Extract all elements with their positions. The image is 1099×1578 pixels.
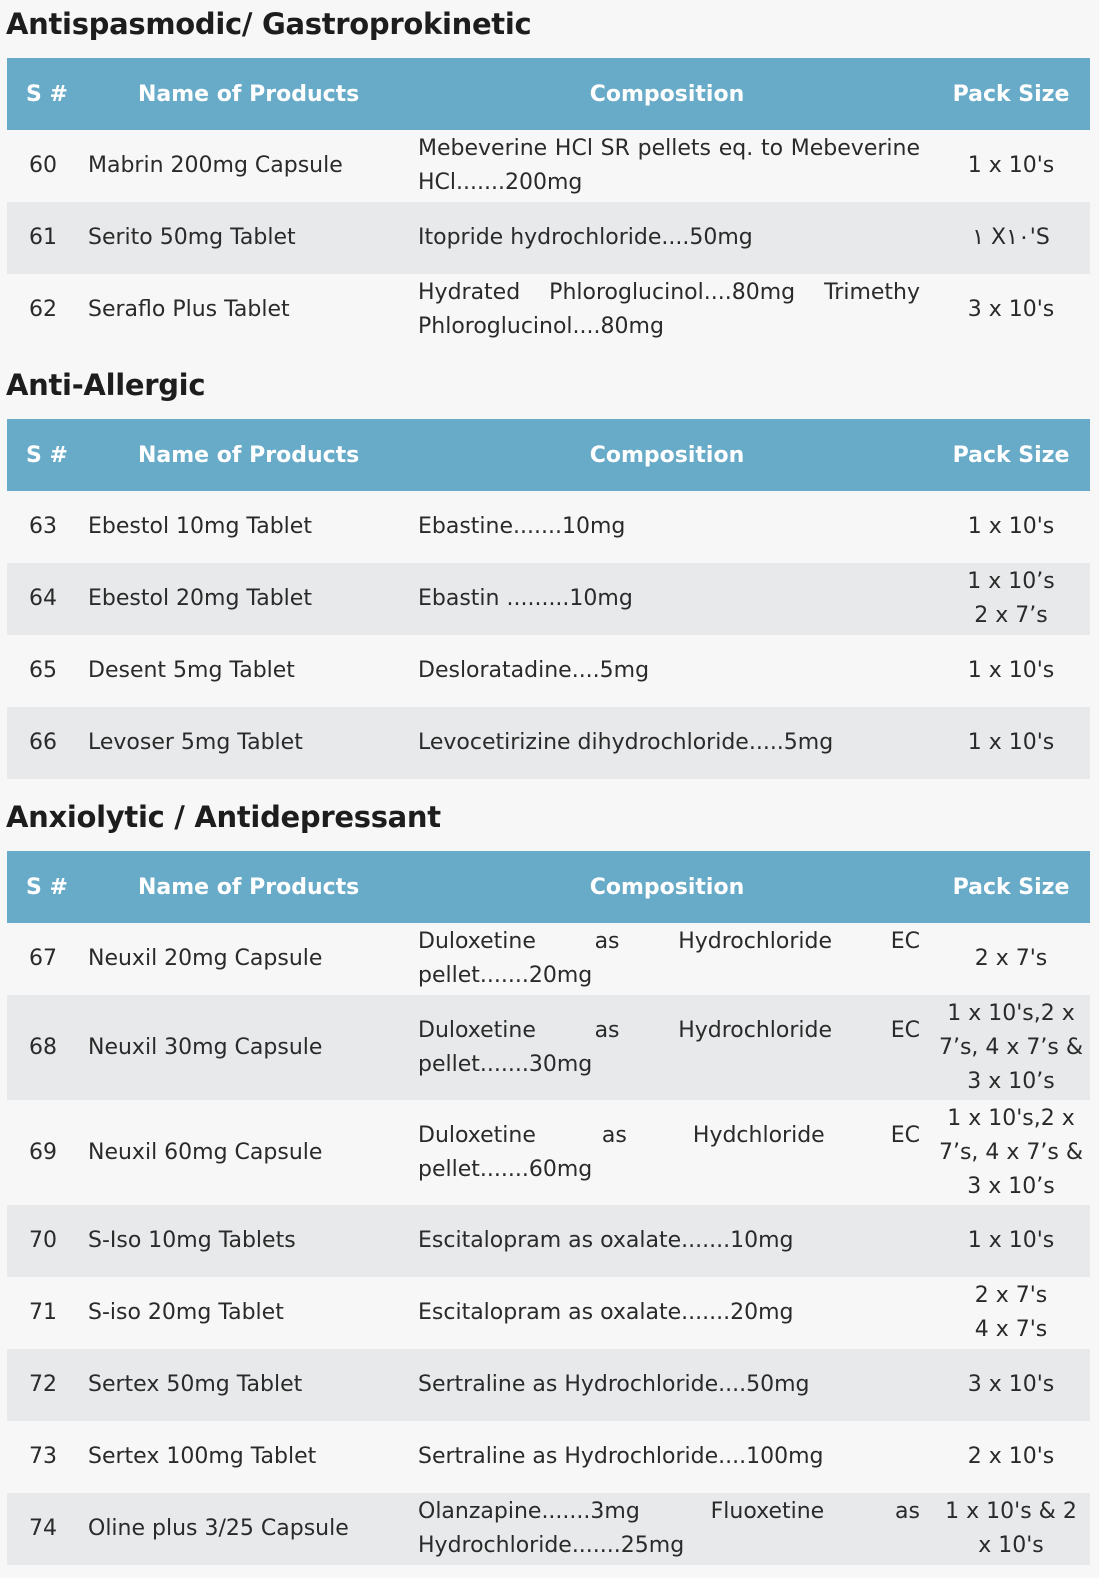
row-pack: 2 x 7's [974, 946, 1048, 971]
row-composition: Mebeverine HCl SR pellets eq. to Mebeverine HCl.......200mg [418, 136, 920, 195]
row-pack: 1 x 10's [967, 658, 1055, 683]
row-sn: 68 [29, 1034, 57, 1060]
row-pack: 2 x 7's 4 x 7's [974, 1283, 1048, 1342]
row-composition: Sertraline as Hydrochloride....100mg [418, 1444, 824, 1469]
row-name: Mabrin 200mg Capsule [88, 153, 343, 178]
row-sn: 73 [29, 1444, 57, 1469]
row-name: Levoser 5mg Tablet [88, 730, 303, 755]
row-name: Sertex 100mg Tablet [88, 1444, 317, 1469]
row-pack: 3 x 10's [967, 297, 1055, 322]
row-pack: ١ X١٠'S [972, 225, 1050, 250]
row-composition: Ebastin .........10mg [418, 586, 633, 611]
table-row [7, 635, 1090, 707]
table-row [7, 1205, 1090, 1277]
table-row [7, 274, 1090, 346]
row-composition: Desloratadine....5mg [418, 658, 650, 683]
products-table [7, 851, 1090, 1565]
header-composition: Composition [589, 442, 745, 468]
row-sn: 63 [29, 514, 57, 539]
table-row [7, 563, 1090, 635]
row-sn: 71 [29, 1300, 57, 1325]
row-pack: 1 x 10's,2 x 7’s, 4 x 7’s & 3 x 10’s [938, 1000, 1084, 1094]
row-composition: Escitalopram as oxalate.......20mg [418, 1300, 794, 1325]
row-sn: 61 [29, 225, 57, 250]
row-composition: Levocetirizine dihydrochloride.....5mg [418, 730, 834, 755]
row-name: Sertex 50mg Tablet [88, 1372, 303, 1397]
table-header-row [7, 58, 1090, 130]
table-header-row [7, 851, 1090, 923]
table-row [7, 1349, 1090, 1421]
table-row [7, 1277, 1090, 1349]
row-pack: 1 x 10's [967, 153, 1055, 178]
header-name: Name of Products [138, 81, 360, 107]
row-sn: 67 [29, 946, 57, 971]
section-title: Antispasmodic/ Gastroprokinetic [6, 7, 532, 41]
row-name: Neuxil 60mg Capsule [88, 1139, 323, 1165]
products-table [7, 58, 1090, 346]
row-composition: Sertraline as Hydrochloride....50mg [418, 1372, 810, 1397]
row-name: Desent 5mg Tablet [88, 658, 295, 683]
row-pack: 3 x 10's [967, 1372, 1055, 1397]
row-composition: Olanzapine.......3mg Fluoxetine as Hydrochloride.......25mg [418, 1499, 920, 1558]
row-name: S-iso 20mg Tablet [88, 1300, 284, 1325]
row-pack: 1 x 10's [967, 514, 1055, 539]
header-name: Name of Products [138, 874, 360, 900]
row-composition: Itopride hydrochloride....50mg [418, 225, 753, 250]
row-pack: 1 x 10's [967, 1228, 1055, 1253]
row-sn: 65 [29, 658, 57, 683]
table-row [7, 130, 1090, 202]
table-header-row [7, 419, 1090, 491]
header-pack: Pack Size [952, 442, 1070, 468]
header-sn: S # [26, 81, 68, 107]
row-composition: Duloxetine as Hydchloride EC pellet.......60mg [418, 1122, 920, 1182]
row-pack: 1 x 10's & 2 x 10's [945, 1499, 1077, 1558]
row-composition: Duloxetine as Hydrochloride EC pellet.......20mg [418, 929, 920, 988]
table-row [7, 202, 1090, 274]
row-pack: 2 x 10's [967, 1444, 1055, 1469]
header-pack: Pack Size [952, 81, 1070, 107]
header-name: Name of Products [138, 442, 360, 468]
row-composition: Duloxetine as Hydrochloride EC pellet.......30mg [418, 1017, 920, 1077]
table-row [7, 1421, 1090, 1493]
row-name: Neuxil 20mg Capsule [88, 946, 323, 971]
row-pack: 1 x 10’s 2 x 7’s [967, 569, 1055, 628]
row-sn: 62 [29, 297, 57, 322]
table-row [7, 923, 1090, 995]
row-sn: 70 [29, 1228, 57, 1253]
row-composition: Ebastine.......10mg [418, 514, 626, 539]
row-composition: Escitalopram as oxalate.......10mg [418, 1228, 794, 1253]
row-name: Ebestol 10mg Tablet [88, 514, 312, 539]
row-name: Ebestol 20mg Tablet [88, 586, 312, 611]
row-sn: 60 [29, 153, 57, 178]
table-row [7, 707, 1090, 779]
row-sn: 66 [29, 730, 57, 755]
row-sn: 64 [29, 586, 57, 611]
row-sn: 72 [29, 1372, 57, 1397]
header-sn: S # [26, 442, 68, 468]
header-composition: Composition [589, 81, 745, 107]
row-sn: 69 [29, 1139, 57, 1165]
table-row [7, 1493, 1090, 1565]
section-title: Anxiolytic / Antidepressant [6, 800, 441, 834]
row-name: Neuxil 30mg Capsule [88, 1034, 323, 1060]
row-composition: Hydrated Phloroglucinol....80mg Trimethy Phloroglucinol....80mg [418, 280, 920, 339]
row-pack: 1 x 10's,2 x 7’s, 4 x 7’s & 3 x 10’s [938, 1105, 1084, 1199]
table-row [7, 1100, 1090, 1205]
row-name: S-Iso 10mg Tablets [88, 1228, 296, 1253]
row-sn: 74 [29, 1516, 57, 1541]
row-name: Seraflo Plus Tablet [88, 297, 290, 322]
table-row [7, 491, 1090, 563]
header-composition: Composition [589, 874, 745, 900]
row-name: Oline plus 3/25 Capsule [88, 1516, 349, 1541]
header-sn: S # [26, 874, 68, 900]
header-pack: Pack Size [952, 874, 1070, 900]
section-title: Anti-Allergic [6, 368, 206, 402]
table-row [7, 995, 1090, 1100]
products-table [7, 419, 1090, 779]
row-pack: 1 x 10's [967, 730, 1055, 755]
row-name: Serito 50mg Tablet [88, 225, 296, 250]
